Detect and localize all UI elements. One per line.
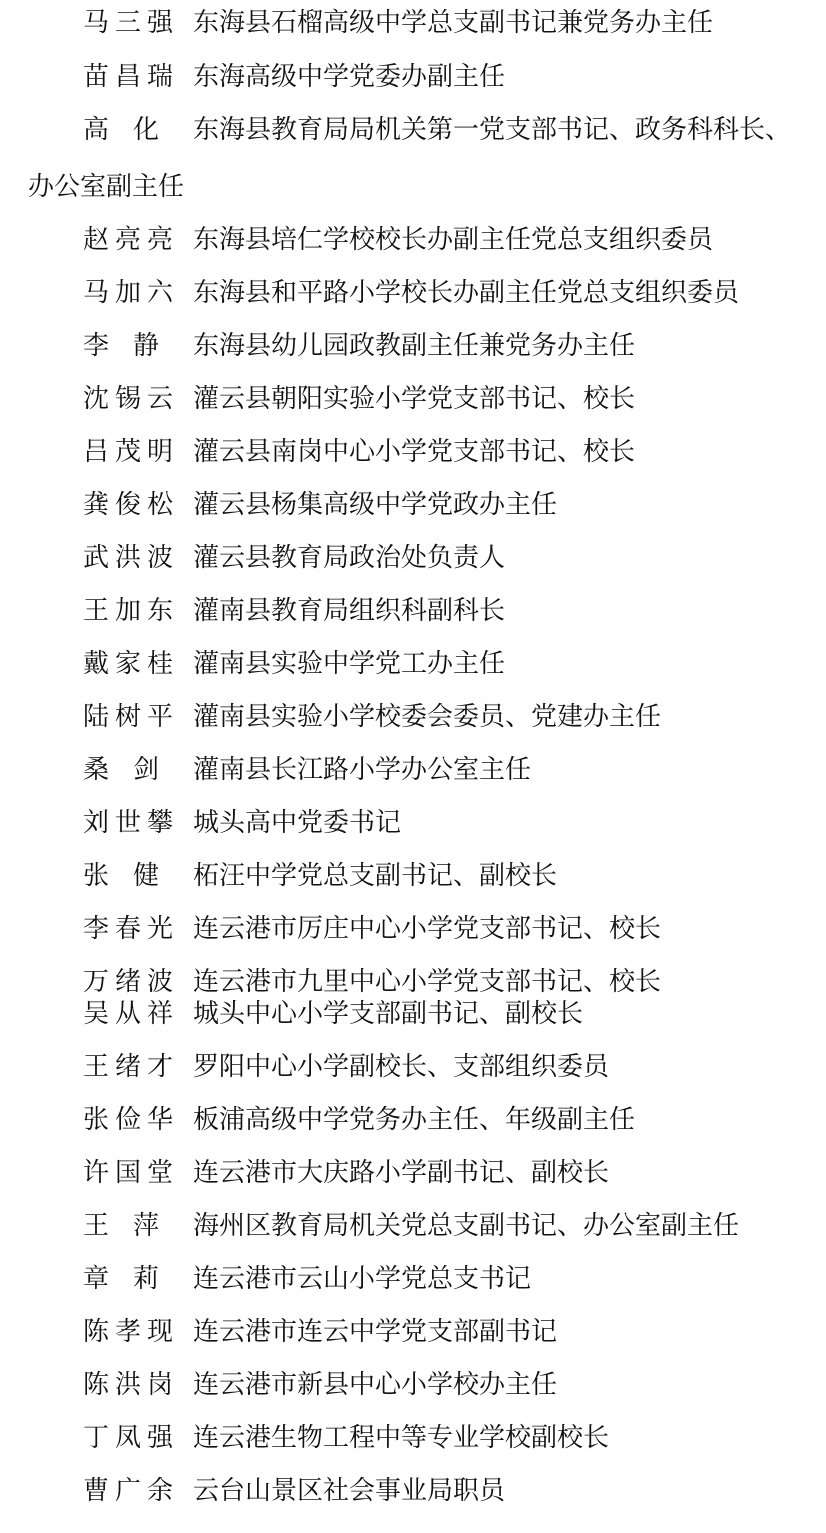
person-name: 吕 茂 明 <box>83 437 173 467</box>
person-name: 戴 家 桂 <box>83 649 173 679</box>
person-name: 陈 孝 现 <box>83 1317 173 1347</box>
person-name: 丁 凤 强 <box>83 1423 173 1453</box>
person-role: 东海县石榴高级中学总支副书记兼党务办主任 <box>193 8 714 38</box>
person-role: 连云港市新县中心小学校办主任 <box>193 1370 558 1400</box>
person-name: 苗 昌 瑞 <box>83 62 173 92</box>
person-role: 东海高级中学党委办副主任 <box>193 62 506 92</box>
person-role: 东海县培仁学校校长办副主任党总支组织委员 <box>193 225 714 255</box>
person-name: 曹 广 余 <box>83 1476 173 1506</box>
person-name: 陈 洪 岗 <box>83 1370 173 1400</box>
person-role: 连云港市厉庄中心小学党支部书记、校长 <box>193 914 662 944</box>
person-role: 东海县教育局局机关第一党支部书记、政务科科长、 <box>193 115 792 145</box>
person-name: 万 绪 波 <box>83 967 173 997</box>
person-role: 连云港市大庆路小学副书记、副校长 <box>193 1158 610 1188</box>
person-name: 张 俭 华 <box>83 1105 173 1135</box>
person-name: 李 春 光 <box>83 914 173 944</box>
person-name: 刘 世 攀 <box>83 808 173 838</box>
person-name: 龚 俊 松 <box>83 490 173 520</box>
person-role: 云台山景区社会事业局职员 <box>193 1476 506 1506</box>
person-name: 张 健 <box>83 861 159 891</box>
person-role: 灌云县南岗中心小学党支部书记、校长 <box>193 437 636 467</box>
person-role: 连云港生物工程中等专业学校副校长 <box>193 1423 610 1453</box>
person-role: 灌南县教育局组织科副科长 <box>193 596 506 626</box>
person-role: 灌云县杨集高级中学党政办主任 <box>193 490 558 520</box>
person-role: 连云港市云山小学党总支书记 <box>193 1264 532 1294</box>
person-name: 王 加 东 <box>83 596 173 626</box>
person-role-continuation: 办公室副主任 <box>28 172 185 202</box>
person-name: 李 静 <box>83 331 159 361</box>
person-role: 灌南县实验中学党工办主任 <box>193 649 506 679</box>
person-name: 沈 锡 云 <box>83 384 173 414</box>
person-name: 陆 树 平 <box>83 702 173 732</box>
person-name: 吴 从 祥 <box>83 999 173 1029</box>
person-role: 城头高中党委书记 <box>193 808 402 838</box>
person-name: 赵 亮 亮 <box>83 225 173 255</box>
person-name: 马 三 强 <box>83 8 173 38</box>
person-role: 连云港市连云中学党支部副书记 <box>193 1317 558 1347</box>
person-name: 桑 剑 <box>83 755 159 785</box>
person-name: 高 化 <box>83 115 159 145</box>
person-role: 城头中心小学支部副书记、副校长 <box>193 999 584 1029</box>
person-role: 灌南县长江路小学办公室主任 <box>193 755 532 785</box>
person-role: 灌云县教育局政治处负责人 <box>193 543 506 573</box>
person-name: 王 萍 <box>83 1211 159 1241</box>
person-role: 罗阳中心小学副校长、支部组织委员 <box>193 1052 610 1082</box>
person-name: 王 绪 才 <box>83 1052 173 1082</box>
person-role: 灌云县朝阳实验小学党支部书记、校长 <box>193 384 636 414</box>
person-role: 东海县幼儿园政教副主任兼党务办主任 <box>193 331 636 361</box>
person-name: 马 加 六 <box>83 278 173 308</box>
person-name: 章 莉 <box>83 1264 159 1294</box>
person-role: 灌南县实验小学校委会委员、党建办主任 <box>193 702 662 732</box>
person-role: 东海县和平路小学校长办副主任党总支组织委员 <box>193 278 740 308</box>
person-name: 武 洪 波 <box>83 543 173 573</box>
person-role: 连云港市九里中心小学党支部书记、校长 <box>193 967 662 997</box>
person-role: 海州区教育局机关党总支副书记、办公室副主任 <box>193 1211 740 1241</box>
person-role: 板浦高级中学党务办主任、年级副主任 <box>193 1105 636 1135</box>
person-name: 许 国 堂 <box>83 1158 173 1188</box>
person-role: 柘汪中学党总支副书记、副校长 <box>193 861 558 891</box>
